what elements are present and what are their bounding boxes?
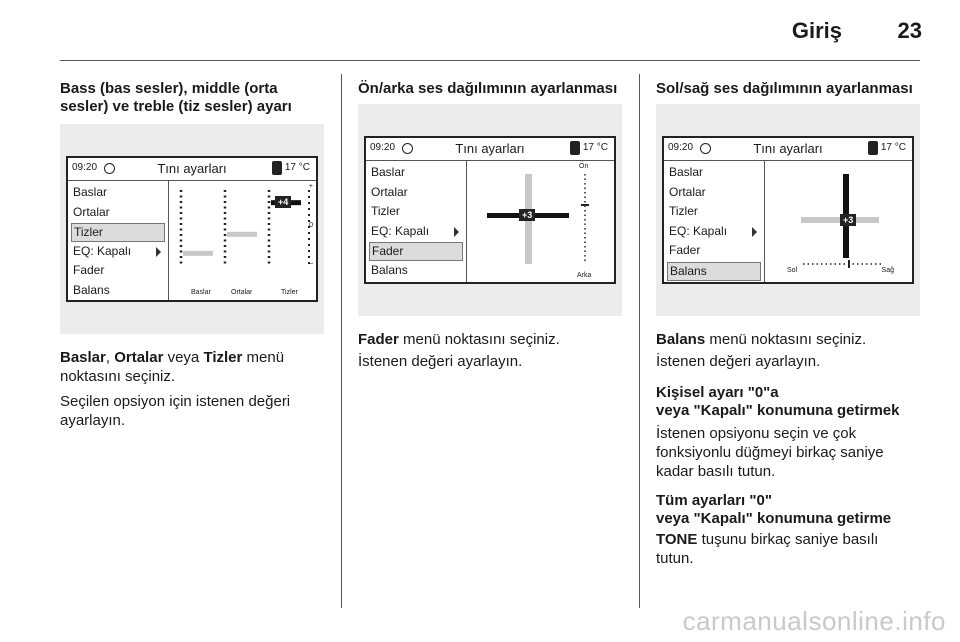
menu-item[interactable]: Fader	[669, 243, 701, 257]
balance-cross-svg	[765, 160, 913, 280]
screen-figure-balance	[656, 104, 920, 316]
submenu-arrow-icon	[752, 227, 757, 237]
temperature-readout: 17 °C	[284, 162, 310, 173]
column-divider-1	[341, 74, 342, 608]
value-badge: +3	[519, 209, 535, 221]
instruction-para-2: İstenen değeri ayarlayın.	[358, 353, 523, 370]
display-screen	[364, 136, 616, 284]
eq-bars-svg	[169, 180, 317, 298]
tone-menu	[366, 160, 467, 282]
right-label: Sağ	[881, 267, 894, 274]
time-readout: 09:20	[370, 142, 396, 153]
watermark: carmanualsonline.info	[682, 606, 946, 636]
thermometer-icon	[570, 141, 580, 155]
menu-item[interactable]: Balans	[667, 262, 761, 281]
screen-title: Tını ayarları	[157, 161, 227, 176]
display-screen	[66, 156, 318, 302]
instruction-para-4: TONE tuşunu birkaç saniye basılı tutun.	[656, 531, 879, 567]
fader-chart	[467, 160, 614, 282]
term-tizler: Tizler	[203, 349, 243, 366]
menu-item[interactable]: Balans	[73, 282, 110, 297]
menu-item[interactable]: Fader	[369, 242, 463, 261]
menu-item[interactable]: EQ: Kapalı	[71, 243, 165, 260]
fader-cross-svg	[467, 160, 615, 280]
eq-bar-ortalar	[227, 232, 257, 237]
front-label: Ön	[579, 163, 589, 170]
term-fader: Fader	[358, 331, 399, 348]
instruction-para-1: Balans menü noktasını seçiniz.	[656, 331, 867, 348]
term-tone: TONE	[656, 531, 698, 548]
page-title: Giriş	[791, 18, 842, 43]
menu-item[interactable]: Ortalar	[73, 204, 110, 219]
fader-scale-marker	[581, 204, 589, 206]
instruction-para-1: Baslar, Ortalar veya Tizler menü noktasını seçiniz.	[60, 349, 285, 385]
term-ortalar: Ortalar	[114, 349, 164, 366]
term-balans: Balans	[656, 331, 706, 348]
submenu-arrow-icon	[156, 247, 161, 257]
screen-figure-tone	[60, 124, 324, 334]
menu-item[interactable]: Baslar	[73, 185, 108, 199]
menu-item[interactable]: Tizler	[71, 223, 165, 242]
balance-scale-marker	[848, 260, 850, 268]
menu-item[interactable]: Fader	[73, 263, 105, 277]
section-heading-tone: Bass (bas sesler), middle (orta sesler) ve treble (tiz sesler) ayarı	[60, 80, 292, 115]
instruction-para-2: Seçilen opsiyon için istenen değeri ayarlayın.	[60, 393, 291, 429]
value-badge: +4	[275, 196, 291, 208]
column-divider-2	[639, 74, 640, 608]
menu-item[interactable]: Ortalar	[371, 184, 408, 199]
tone-menu	[68, 180, 169, 300]
menu-item[interactable]: EQ: Kapalı	[667, 223, 761, 240]
menu-item[interactable]: EQ: Kapalı	[369, 223, 463, 240]
status-bar	[68, 158, 316, 181]
menu-item[interactable]: Balans	[371, 262, 408, 277]
thermometer-icon	[272, 161, 282, 175]
instruction-para-1: Fader menü noktasını seçiniz.	[358, 331, 560, 348]
status-bar	[366, 138, 614, 161]
section-heading-balance: Sol/sağ ses dağılımının ayarlanması	[656, 80, 913, 97]
instruction-para-2: İstenen değeri ayarlayın.	[656, 353, 821, 370]
temperature-readout: 17 °C	[880, 142, 906, 153]
display-screen	[662, 136, 914, 284]
screen-figure-fader	[358, 104, 622, 316]
status-bar	[664, 138, 912, 161]
bar-label-baslar: Baslar	[191, 289, 211, 296]
bar-label-tizler: Tizler	[281, 289, 298, 296]
eq-chart	[169, 180, 316, 300]
tone-menu	[664, 160, 765, 282]
temperature-readout: 17 °C	[582, 142, 608, 153]
time-readout: 09:20	[668, 142, 694, 153]
scale-mid-label: 0	[309, 222, 313, 229]
subheading-reset-all: Tüm ayarları "0" veya "Kapalı" konumuna getirme	[656, 492, 892, 527]
value-badge: +3	[840, 214, 856, 226]
bar-label-ortalar: Ortalar	[231, 289, 253, 296]
header-rule	[60, 60, 920, 61]
menu-item[interactable]: Baslar	[371, 165, 406, 179]
time-readout: 09:20	[72, 162, 98, 173]
balance-chart	[765, 160, 912, 282]
section-heading-fader: Ön/arka ses dağılımının ayarlanması	[358, 80, 618, 97]
left-label: Sol	[787, 267, 798, 274]
scale-top-label: +	[308, 183, 313, 190]
menu-item[interactable]: Ortalar	[669, 184, 706, 199]
screen-title: Tını ayarları	[753, 141, 823, 156]
instruction-para-3: İstenen opsiyonu seçin ve çok fonksiyonlu düğmeyi birkaç saniye kadar basılı tutun.	[656, 425, 884, 480]
menu-item[interactable]: Tizler	[669, 204, 698, 218]
rear-label: Arka	[577, 272, 592, 279]
menu-item[interactable]: Baslar	[669, 165, 704, 179]
scale-bottom-label: –	[309, 260, 313, 267]
submenu-arrow-icon	[454, 227, 459, 237]
thermometer-icon	[868, 141, 878, 155]
eq-bar-baslar	[183, 251, 213, 256]
page-number: 23	[897, 18, 922, 43]
menu-item[interactable]: Tizler	[371, 204, 400, 218]
subheading-reset-single: Kişisel ayarı "0"a veya "Kapalı" konumuna getirmek	[656, 384, 900, 419]
screen-title: Tını ayarları	[455, 141, 525, 156]
term-baslar: Baslar	[60, 349, 106, 366]
